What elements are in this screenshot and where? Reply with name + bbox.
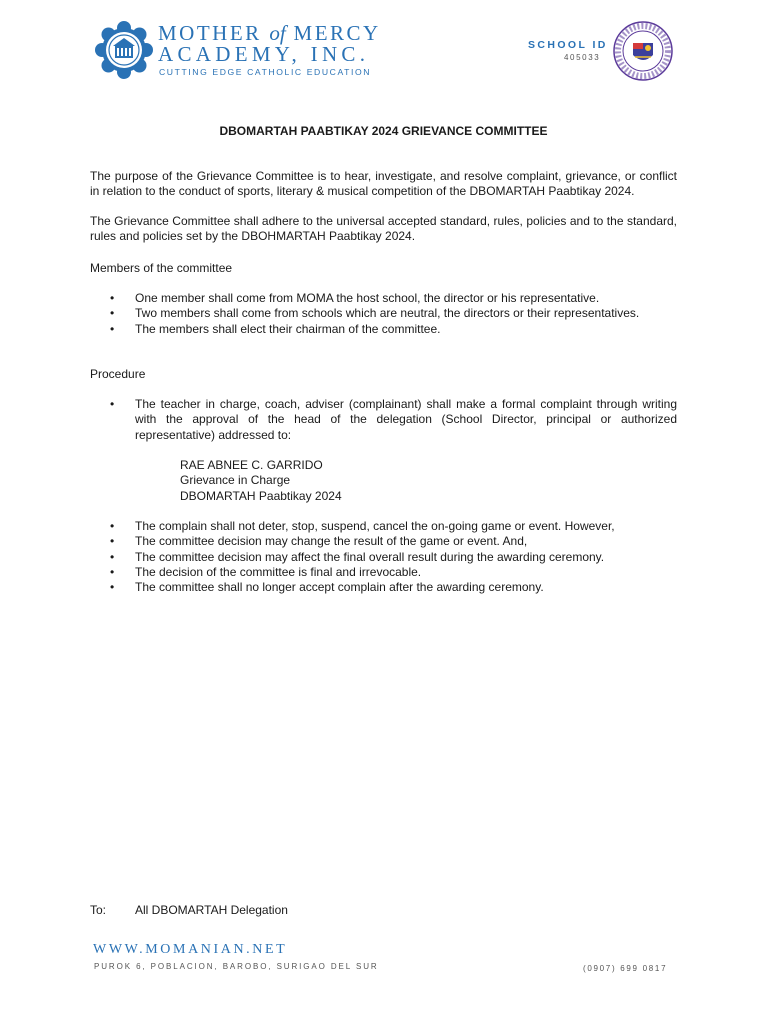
bullet-icon: • [110,549,115,564]
list-item [90,534,677,549]
school-id-value: 405033 [564,53,601,62]
list-item [90,397,677,443]
bullet-icon: • [110,519,115,533]
list-item [90,306,677,321]
list-item-text: The complain shall not deter, stop, suspend, cancel the on-going game or event. However, [135,519,615,533]
footer-website-link[interactable]: WWW.MOMANIAN.NET [93,942,288,957]
addressee-role: Grievance in Charge [180,473,291,488]
standards-paragraph: The Grievance Committee shall adhere to the universal accepted standard, rules, policies and to the standard, rules and policies set by the DBOHMARTAH Paabtikay 2024. [90,214,677,244]
school-name-mercy: MERCY [285,21,381,45]
list-item-text: The committee shall no longer accept complain after the awarding ceremony. [135,580,544,595]
procedure-list [90,397,677,443]
to-recipients: All DBOMARTAH Delegation [135,903,288,917]
bullet-icon: • [110,291,115,305]
school-name-line-2: ACADEMY, INC. [158,42,370,66]
bullet-icon: • [110,534,115,549]
list-item-text: The decision of the committee is final and irrevocable. [135,564,422,579]
footer-phone: (0907) 699 0817 [583,964,668,973]
school-seal-icon [95,20,153,80]
list-item-text: The members shall elect their chairman of the committee. [135,321,441,336]
list-item-text: The committee decision may change the result of the game or event. And, [135,534,528,549]
to-label: To: [90,903,107,917]
list-item [90,565,677,580]
document-title: DBOMARTAH PAABTIKAY 2024 GRIEVANCE COMMITTEE [219,124,548,138]
list-item-text: One member shall come from MOMA the host school, the director or his representative. [135,291,600,305]
footer-address: PUROK 6, POBLACION, BAROBO, SURIGAO DEL SUR [94,962,379,971]
list-item [90,580,677,595]
purpose-paragraph: The purpose of the Grievance Committee is to hear, investigate, and resolve complaint, grievance, or conflict in relation to the conduct of sports, literary & musical competition of the DBOMARTAH Paabtikay 2024. [90,169,677,199]
addressee-event: DBOMARTAH Paabtikay 2024 [180,488,342,503]
procedure-heading: Procedure [90,367,146,381]
list-item-text: The committee decision may affect the final overall result during the awarding ceremony. [135,549,605,564]
addressee-name: RAE ABNEE C. GARRIDO [180,458,323,472]
bullet-icon: • [110,397,115,411]
school-name-mother: MOTHER [158,21,270,45]
bullet-icon: • [110,321,115,336]
addressee-block [180,458,342,504]
list-item-text: The teacher in charge, coach, adviser (complainant) shall make a formal complaint through writing with the approval of the head of the delegation (School Director, principal or authorized representative) addressed to: [135,397,677,442]
bullet-icon: • [110,306,115,321]
bullet-icon: • [110,564,115,579]
members-heading: Members of the committee [90,261,233,275]
list-item [90,322,677,337]
school-name-of: of [269,21,286,45]
bullet-icon: • [110,580,115,595]
deped-seal-icon [613,21,673,81]
list-item [90,519,677,534]
list-item [90,550,677,565]
list-item-text: Two members shall come from schools which are neutral, the directors or their representatives. [135,306,640,321]
members-list [90,291,677,337]
procedure-rules-list [90,519,677,595]
school-id-label: SCHOOL ID [528,39,608,51]
school-tagline: CUTTING EDGE CATHOLIC EDUCATION [159,67,372,77]
list-item [90,291,677,306]
